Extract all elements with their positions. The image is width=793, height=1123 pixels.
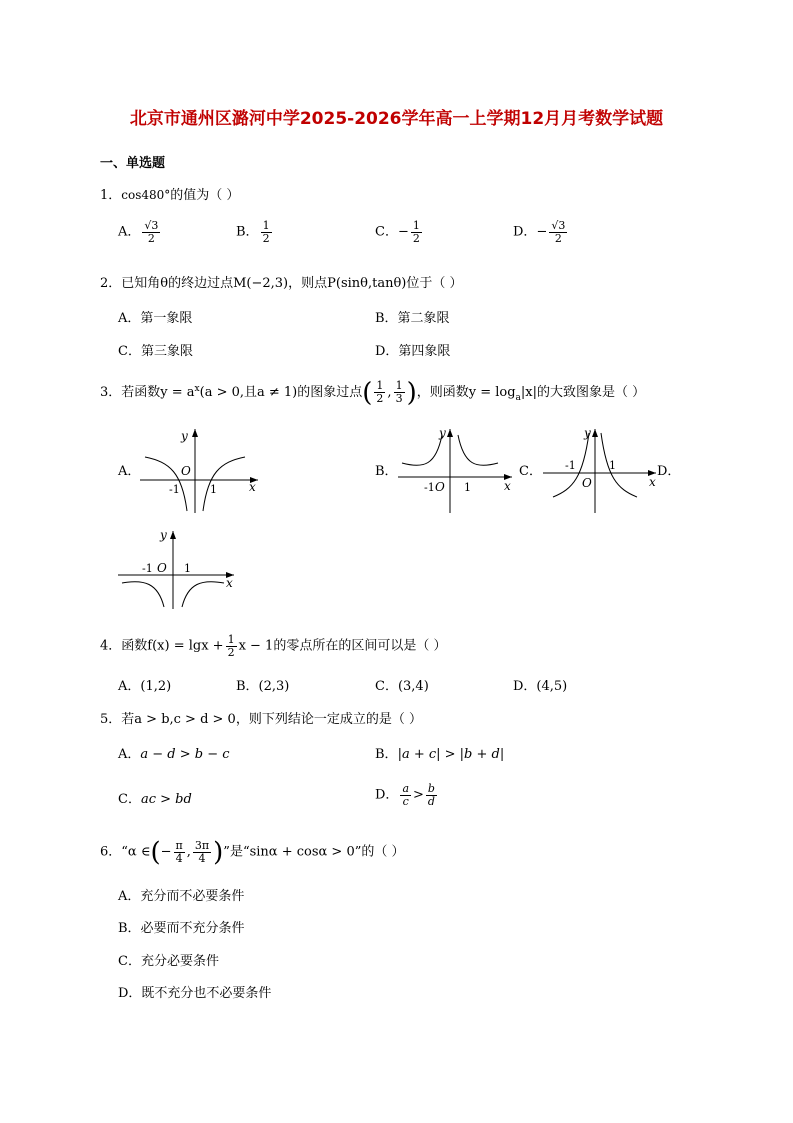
math-expr: cos480° — [121, 188, 171, 202]
option-c: C．第三象限 — [118, 344, 193, 359]
option-a: A．(1,2) — [118, 679, 172, 694]
curve-right — [601, 433, 637, 497]
option-label: C． — [118, 792, 141, 807]
math-expr: 若函数y = a — [121, 384, 195, 400]
option-label: B． — [236, 224, 259, 240]
paren: ) — [213, 837, 224, 868]
question-number: 2． — [100, 276, 122, 291]
option-b — [375, 746, 504, 764]
x-axis-label: x — [504, 479, 511, 493]
tick-label-pos1: 1 — [184, 562, 191, 575]
question-number: 5． — [100, 712, 122, 727]
option-b-label: B． — [375, 464, 398, 479]
x-axis-label: x — [249, 480, 256, 494]
option-d: D．第四象限 — [375, 344, 451, 359]
option-c: C．(3,4) — [375, 679, 429, 694]
fraction: $\frac{a}{c}$ — [402, 782, 409, 808]
graph-option-d — [118, 525, 238, 610]
graph-option-c — [543, 425, 658, 515]
question-5-stem — [100, 711, 422, 729]
section-heading: 一、单选题 — [100, 156, 166, 171]
option-label: A． — [118, 224, 141, 240]
y-axis-arrow — [170, 531, 176, 539]
x-axis-label: x — [226, 576, 233, 590]
option-d: D．既不充分也不必要条件 — [118, 986, 272, 1001]
question-text: |x|的大致图象是（ ） — [520, 384, 646, 400]
fraction: $\frac{1}{2}$ — [412, 219, 420, 245]
option-c — [118, 791, 192, 809]
math-expr: (a > 0,且a ≠ 1)的图象过点 — [199, 384, 363, 400]
fraction: $\frac{1}{3}$ — [395, 379, 403, 406]
option-c-label: C． — [519, 464, 542, 479]
tick-label-neg1: -1 — [169, 483, 180, 496]
comma: , — [387, 384, 392, 400]
fraction: $\frac{3\pi}{4}$ — [194, 839, 210, 865]
question-6-stem: 6．“α ∈(− $\frac{\pi}{4}$ , $\frac{3\pi}{4}$ )”是“sinα + cosα > 0”的（ ） — [100, 837, 405, 868]
question-text: x − 1的零点所在的区间可以是（ ） — [238, 638, 447, 654]
curve-right — [182, 582, 224, 607]
curve-right — [458, 435, 498, 465]
question-3-stem — [100, 377, 646, 408]
option-a: A．第一象限 — [118, 311, 193, 326]
origin-label: O — [582, 476, 592, 490]
question-4-stem — [100, 634, 446, 659]
option-d-label: D． — [657, 464, 681, 479]
math-expr: ，则函数y = log — [416, 384, 516, 400]
origin-label: O — [435, 480, 445, 494]
fraction: $\frac{1}{2}$ — [227, 633, 235, 659]
math-expr: a − d > b − c — [140, 747, 230, 762]
y-axis-label: y — [439, 426, 446, 440]
paren: ) — [406, 377, 417, 408]
option-b: B．必要而不充分条件 — [118, 921, 245, 936]
option-label: D． — [375, 787, 399, 803]
option-c: C．充分必要条件 — [118, 954, 219, 969]
question-2-stem — [100, 275, 463, 293]
page-title: 北京市通州区潞河中学2025-2026学年高一上学期12月月考数学试题 — [129, 109, 664, 129]
option-b: B．第二象限 — [375, 311, 450, 326]
fraction: $\frac{√3}{2}$ — [144, 219, 159, 245]
math-expr: |a + c| > |b + d| — [397, 747, 505, 762]
option-a-label: A． — [118, 464, 141, 479]
option-label: A． — [118, 747, 141, 762]
paren: ( — [150, 837, 161, 868]
graph-option-a — [140, 425, 260, 515]
y-axis-label: y — [160, 528, 167, 542]
question-text: ”是“sinα + cosα > 0”的（ ） — [223, 844, 405, 860]
tick-label-neg1: -1 — [142, 562, 153, 575]
superscript: x — [194, 384, 200, 394]
math-expr: 函数f(x) = lgx + — [121, 638, 224, 654]
curve-left — [402, 435, 442, 465]
option-a — [118, 220, 162, 245]
option-a: A．充分而不必要条件 — [118, 889, 245, 904]
option-label: B． — [375, 747, 398, 762]
y-axis-arrow — [192, 429, 198, 437]
option-d: D． $\frac{a}{c}$ > $\frac{b}{d}$ — [375, 782, 435, 808]
question-text: 若a > b,c > d > 0，则下列结论一定成立的是（ ） — [121, 712, 422, 727]
option-a — [118, 746, 230, 764]
curve-left — [122, 582, 164, 607]
option-label: D． — [513, 224, 537, 240]
question-number: 6． — [100, 844, 122, 860]
paren: ( — [362, 377, 373, 408]
subscript: a — [515, 392, 521, 403]
y-axis-arrow — [592, 429, 598, 437]
question-1-stem — [100, 186, 239, 205]
math-expr: “α ∈ — [121, 844, 151, 860]
tick-label-pos1: 1 — [464, 481, 471, 494]
fraction: $\frac{√3}{2}$ — [551, 219, 566, 245]
fraction: $\frac{1}{2}$ — [376, 379, 384, 406]
option-b: B．(2,3) — [236, 679, 290, 694]
fraction: $\frac{\pi}{4}$ — [175, 839, 183, 865]
tick-label-neg1: -1 — [424, 481, 435, 494]
question-number: 4． — [100, 638, 122, 654]
graph-option-b — [398, 425, 516, 515]
option-b — [236, 220, 274, 245]
comma: , — [186, 844, 191, 860]
option-d: D．− $\frac{√3}{2}$ — [513, 219, 566, 245]
option-label: C． — [375, 224, 398, 240]
y-axis-label: y — [181, 429, 188, 443]
question-text: 已知角θ的终边过点M(−2,3)，则点P(sinθ,tanθ)位于（ ） — [121, 276, 463, 291]
question-text: 的值为（ ） — [170, 188, 240, 203]
question-number: 3． — [100, 384, 122, 400]
tick-label-pos1: 1 — [210, 483, 217, 496]
tick-label-pos1: 1 — [609, 459, 616, 472]
fraction: $\frac{1}{2}$ — [262, 219, 270, 245]
option-d: D．(4,5) — [513, 679, 568, 694]
question-number: 1． — [100, 188, 122, 203]
tick-label-neg1: -1 — [565, 459, 576, 472]
fraction: $\frac{b}{d}$ — [427, 782, 435, 808]
origin-label: O — [157, 561, 167, 575]
math-expr: ac > bd — [140, 792, 192, 807]
origin-label: O — [181, 464, 191, 478]
y-axis-label: y — [584, 426, 591, 440]
x-axis-label: x — [649, 475, 656, 489]
option-c: C．− $\frac{1}{2}$ — [375, 219, 420, 245]
y-axis-arrow — [447, 429, 453, 437]
